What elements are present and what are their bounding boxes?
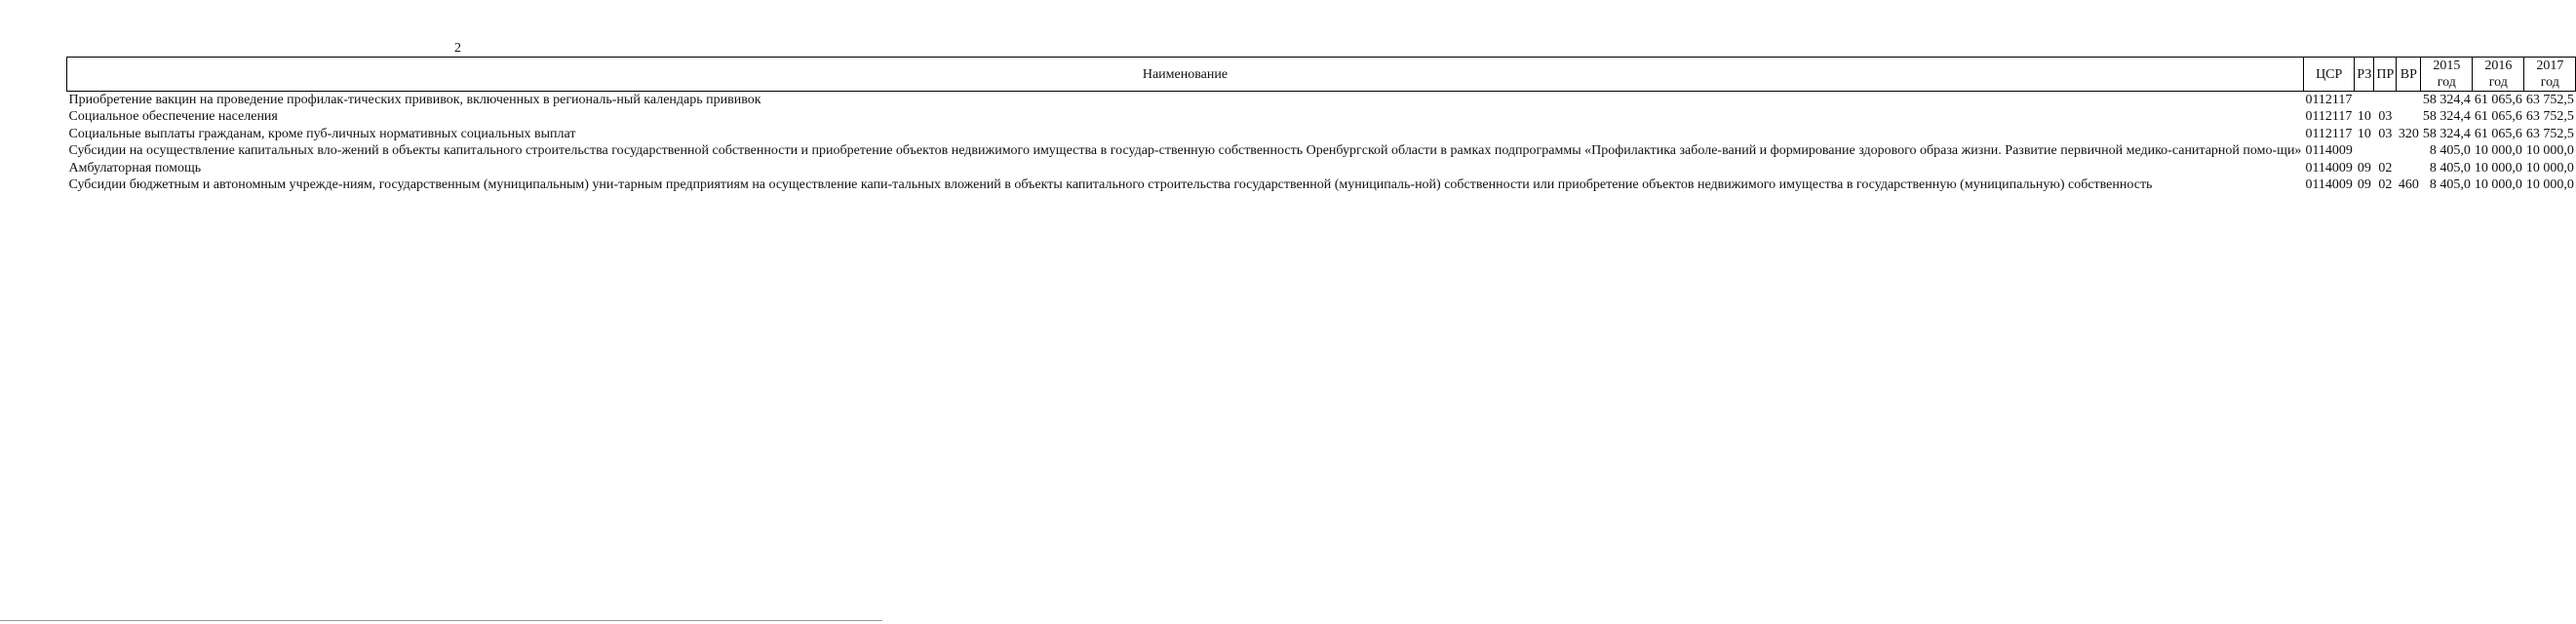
header-2017: 2017 год <box>2524 58 2576 92</box>
row-2015: 8 405,0 <box>2429 143 2471 159</box>
row-name: Социальные выплаты гражданам, кроме пуб-личных нормативных социальных выплат <box>68 126 576 141</box>
row-2017: 10 000,0 <box>2525 177 2574 193</box>
row-2015: 58 324,4 <box>2422 93 2471 107</box>
row-csr: 0112117 <box>2305 109 2353 125</box>
row-2015: 58 324,4 <box>2422 126 2471 141</box>
row-2016: 61 065,6 <box>2474 109 2522 125</box>
row-2016: 10 000,0 <box>2474 177 2522 193</box>
row-rz: 10 <box>2357 126 2371 141</box>
row-csr: 0112117 <box>2305 126 2353 141</box>
row-vr <box>2397 142 2421 159</box>
row-pr <box>2374 92 2397 109</box>
budget-table <box>66 57 2576 193</box>
row-name: Субсидии бюджетным и автономным учрежде-ниям, государственным (муниципальным) уни-тарным предприятиям на осуществление капи-тальных вложений в объекты капитального строительства государственной (муниципаль-ной) собственности или приобретение объектов недвижимого имущества в государственную (муниципальную) собственность <box>68 177 2153 193</box>
row-rz: 10 <box>2357 109 2371 125</box>
row-vr <box>2397 160 2421 176</box>
row-csr: 0114009 <box>2305 160 2353 176</box>
row-2017: 63 752,5 <box>2525 93 2574 107</box>
row-2017: 63 752,5 <box>2525 109 2574 125</box>
row-2015: 58 324,4 <box>2422 109 2471 125</box>
header-2015: 2015 год <box>2421 58 2473 92</box>
page-number: 2 <box>454 41 461 56</box>
table-header-row <box>67 58 2576 92</box>
header-2016: 2016 год <box>2473 58 2524 92</box>
row-csr: 0114009 <box>2305 177 2353 193</box>
table-row <box>67 92 2576 109</box>
row-2016: 61 065,6 <box>2474 93 2522 107</box>
row-2016: 10 000,0 <box>2474 143 2522 159</box>
header-vr: ВР <box>2397 58 2421 92</box>
row-vr <box>2397 92 2421 109</box>
table-row <box>67 108 2576 125</box>
row-2017: 10 000,0 <box>2525 160 2574 176</box>
row-rz <box>2355 92 2374 109</box>
row-rz: 09 <box>2357 160 2371 176</box>
row-2015: 8 405,0 <box>2429 177 2471 193</box>
table-row <box>67 142 2576 159</box>
row-pr <box>2374 142 2397 159</box>
row-pr: 03 <box>2378 126 2393 141</box>
row-csr: 0114009 <box>2305 143 2353 159</box>
row-pr: 02 <box>2378 177 2393 193</box>
header-rz: РЗ <box>2355 58 2374 92</box>
row-name: Социальное обеспечение населения <box>68 109 278 125</box>
row-pr: 03 <box>2378 109 2393 125</box>
table-row <box>67 176 2576 193</box>
header-name: Наименование <box>67 58 2304 92</box>
row-2017: 10 000,0 <box>2525 143 2574 159</box>
row-name: Амбулаторная помощь <box>68 160 202 176</box>
header-csr: ЦСР <box>2303 58 2354 92</box>
row-pr: 02 <box>2378 160 2393 176</box>
table-row <box>67 126 2576 142</box>
row-vr: 460 <box>2398 177 2419 193</box>
row-2016: 61 065,6 <box>2474 126 2522 141</box>
row-2016: 10 000,0 <box>2474 160 2522 176</box>
table-row <box>67 160 2576 176</box>
row-2017: 63 752,5 <box>2525 126 2574 141</box>
scan-edge-line <box>0 620 882 621</box>
row-2015: 8 405,0 <box>2429 160 2471 176</box>
row-vr: 320 <box>2398 126 2419 141</box>
row-name: Субсидии на осуществление капитальных вло-жений в объекты капитального строительства государственной собственности и приобретение объектов недвижимого имущества в государ-ственную собственность Оренбургской области в рамках подпрограммы «Профилактика заболе-ваний и формирование здорового образа жизни. Развитие первичной медико-санитарной помо-щи» <box>68 143 2302 159</box>
header-pr: ПР <box>2374 58 2397 92</box>
row-rz <box>2355 142 2374 159</box>
row-csr: 0112117 <box>2305 93 2353 107</box>
row-vr <box>2397 108 2421 125</box>
row-name: Приобретение вакцин на проведение профилак-тических прививок, включенных в региональ-ный календарь прививок <box>68 93 761 107</box>
row-rz: 09 <box>2357 177 2371 193</box>
